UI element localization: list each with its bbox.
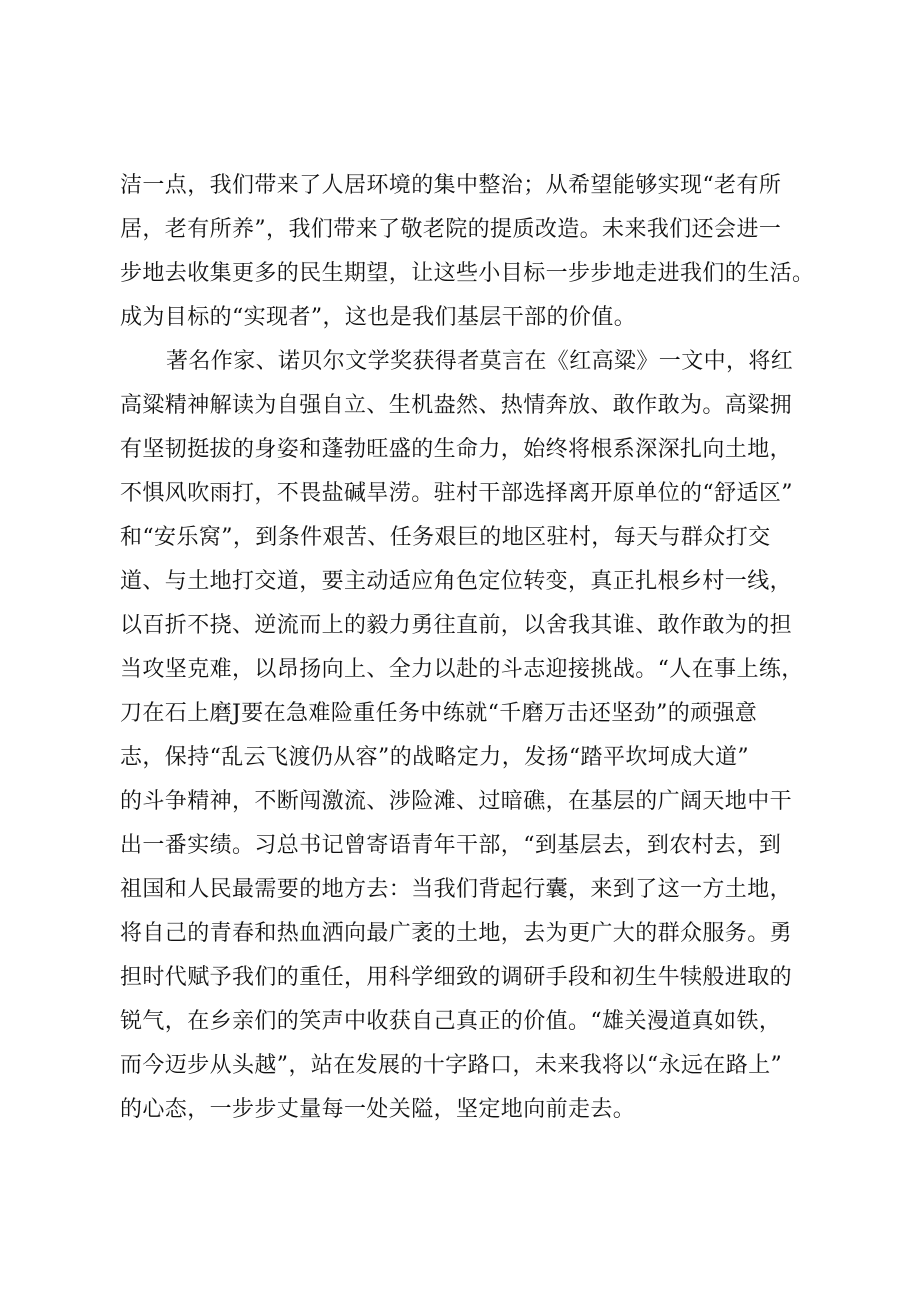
paragraph-line: 而今迈步从头越”，站在发展的十字路口，未来我将以“永远在路上”	[120, 1053, 783, 1078]
paragraph-line: 祖国和人民最需要的地方去：当我们背起行囊，来到了这一方土地，	[120, 877, 793, 902]
paragraph-line: 道、与土地打交道，要主动适应角色定位转变，真正扎根乡村一线，	[120, 569, 793, 594]
paragraph-line: 担时代赋予我们的重任，用科学细致的调研手段和初生牛犊般进取的	[120, 965, 793, 990]
paragraph-line: 将自己的青春和热血洒向最广袤的土地，去为更广大的群众服务。勇	[120, 921, 793, 946]
paragraph-line: 刀在石上磨J要在急难险重任务中练就“千磨万击还坚劲”的顽强意	[120, 701, 758, 726]
paragraph-line: 以百折不挠、逆流而上的毅力勇往直前，以舍我其谁、敢作敢为的担	[120, 613, 793, 638]
paragraph-line: 当攻坚克难，以昂扬向上、全力以赴的斗志迎接挑战。“人在事上练，	[120, 657, 804, 682]
paragraph-line: 有坚韧挺拔的身姿和蓬勃旺盛的生命力，始终将根系深深扎向土地，	[120, 437, 793, 462]
paragraph-line: 志，保持“乱云飞渡仍从容”的战略定力，发扬“踏平坎坷成大道”	[120, 745, 749, 770]
paragraph-line: 不惧风吹雨打，不畏盐碱旱涝。驻村干部选择离开原单位的“舒适区”	[120, 481, 793, 506]
paragraph-line: 洁一点，我们带来了人居环境的集中整治；从希望能够实现“老有所	[120, 173, 782, 198]
paragraph-line: 步地去收集更多的民生期望，让这些小目标一步步地走进我们的生活。	[120, 261, 815, 286]
paragraph-line: 和“安乐窝”，到条件艰苦、任务艰巨的地区驻村，每天与群众打交	[120, 525, 771, 550]
paragraph-line: 锐气，在乡亲们的笑声中收获自己真正的价值。“雄关漫道真如铁，	[120, 1009, 782, 1034]
paragraph-line: 成为目标的“实现者”，这也是我们基层干部的价值。	[120, 305, 637, 330]
paragraph-line: 的斗争精神，不断闯激流、涉险滩、过暗礁，在基层的广阔天地中干	[120, 789, 793, 814]
paragraph-line: 的心态，一步步丈量每一处关隘，坚定地向前走去。	[120, 1097, 636, 1122]
paragraph-line: 出一番实绩。习总书记曾寄语青年干部，“到基层去，到农村去，到	[120, 833, 782, 858]
paragraph-line: 著名作家、诺贝尔文学奖获得者莫言在《红高粱》一文中，将红	[166, 349, 794, 374]
paragraph-line: 居，老有所养”，我们带来了敬老院的提质改造。未来我们还会进一	[120, 217, 782, 242]
paragraph-line: 高粱精神解读为自强自立、生机盎然、热情奔放、敢作敢为。高粱拥	[120, 393, 793, 418]
